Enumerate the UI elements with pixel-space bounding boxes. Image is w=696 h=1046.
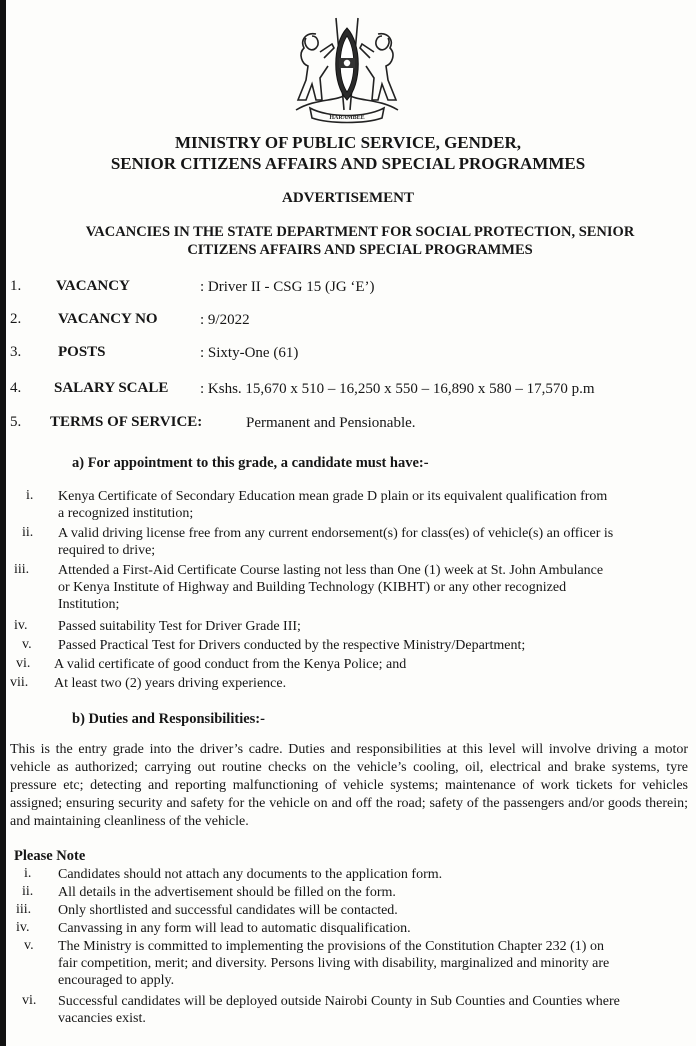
list-item-number: iii. [16,902,32,917]
duties-paragraph: This is the entry grade into the driver’s cadre. Duties and responsibilities at this level will involve driving a motor vehicle as authorized; carrying out routine checks on the vehicle’s cooling, oil, electrical and brake systems, tyre pressure etc; detecting and reporting malfunctioning of vehicle systems; maintenance of work tickets for vehicles assigned; ensuring security and safety for the vehicle on and off the road; safety of the passengers and/or goods therein; and maintaining cleanliness of the vehicle. [10,742,688,829]
list-item: All details in the advertisement should be filled on the form. [58,885,396,900]
field-value-vacancy: : Driver II - CSG 15 (JG ‘E’) [200,279,375,295]
list-item: Successful candidates will be deployed outside Nairobi County in Sub Counties and Counties where vacancies exist. [58,994,620,1026]
field-value-salary-scale: : Kshs. 15,670 x 510 – 16,250 x 550 – 16,890 x 580 – 17,570 p.m [200,381,595,397]
field-label-posts: POSTS [58,344,106,360]
list-item: Passed suitability Test for Driver Grade III; [58,619,301,634]
field-number: 1. [10,278,22,294]
field-number: 4. [10,380,22,396]
field-number: 5. [10,414,22,430]
list-item-number: vi. [22,993,37,1008]
field-number: 3. [10,344,22,360]
advertisement-title: ADVERTISEMENT [282,190,414,206]
vacancies-heading-line2: CITIZENS AFFAIRS AND SPECIAL PROGRAMMES [187,242,533,258]
list-item-number: ii. [22,884,34,899]
list-item: Candidates should not attach any documents to the application form. [58,867,443,882]
list-item-number: vii. [10,675,29,690]
list-item: The Ministry is committed to implementing the provisions of the Constitution Chapter 232 (1) on fair competition, merit; and diversity. Persons living with disability, marginalized and minority are encouraged to apply. [58,939,610,988]
list-item-number: i. [24,866,32,881]
duties-heading: b) Duties and Responsibilities:- [72,711,265,727]
list-item: Kenya Certificate of Secondary Education mean grade D plain or its equivalent qualification from a recognized institution; [58,489,608,521]
vacancies-heading [60,223,660,259]
field-label-vacancy: VACANCY [56,278,130,294]
requirements-heading: a) For appointment to this grade, a candidate must have:- [72,455,429,471]
list-item-number: iii. [14,562,30,577]
list-item-number: iv. [16,920,30,935]
list-item: Only shortlisted and successful candidates will be contacted. [58,903,398,918]
field-number: 2. [10,311,22,327]
kenya-coat-of-arms-icon [276,14,418,126]
field-value-posts: : Sixty-One (61) [200,345,299,361]
field-label-terms-of-service: TERMS OF SERVICE: [50,414,203,430]
list-item: At least two (2) years driving experience. [54,676,287,691]
list-item-number: vi. [16,656,31,671]
please-note-heading: Please Note [14,848,86,864]
list-item-number: v. [22,637,32,652]
vacancies-heading-line1: VACANCIES IN THE STATE DEPARTMENT FOR SOCIAL PROTECTION, SENIOR [85,224,635,240]
field-value-vacancy-no: : 9/2022 [200,312,250,328]
field-label-salary-scale: SALARY SCALE [54,380,169,396]
list-item-number: ii. [22,525,34,540]
crest-motto: HARAMBEE [329,115,365,121]
ministry-name-line1: MINISTRY OF PUBLIC SERVICE, GENDER, [174,133,522,152]
field-value-terms-of-service: Permanent and Pensionable. [246,415,416,431]
list-item: Canvassing in any form will lead to automatic disqualification. [58,921,411,936]
list-item: Attended a First-Aid Certificate Course lasting not less than One (1) week at St. John Ambulance or Kenya Institute of Highway and Building Technology (KIBHT) or any other recognized Institution; [58,563,604,612]
list-item-number: iv. [14,618,28,633]
list-item: A valid certificate of good conduct from the Kenya Police; and [54,657,407,672]
list-item-number: v. [24,938,34,953]
list-item-number: i. [26,488,34,503]
ministry-name-line2: SENIOR CITIZENS AFFAIRS AND SPECIAL PROGRAMMES [110,154,586,173]
list-item: Passed Practical Test for Drivers conducted by the respective Ministry/Department; [58,638,526,653]
list-item: A valid driving license free from any current endorsement(s) for class(es) of vehicle(s) an officer is required to drive; [58,526,614,558]
field-label-vacancy-no: VACANCY NO [58,311,158,327]
